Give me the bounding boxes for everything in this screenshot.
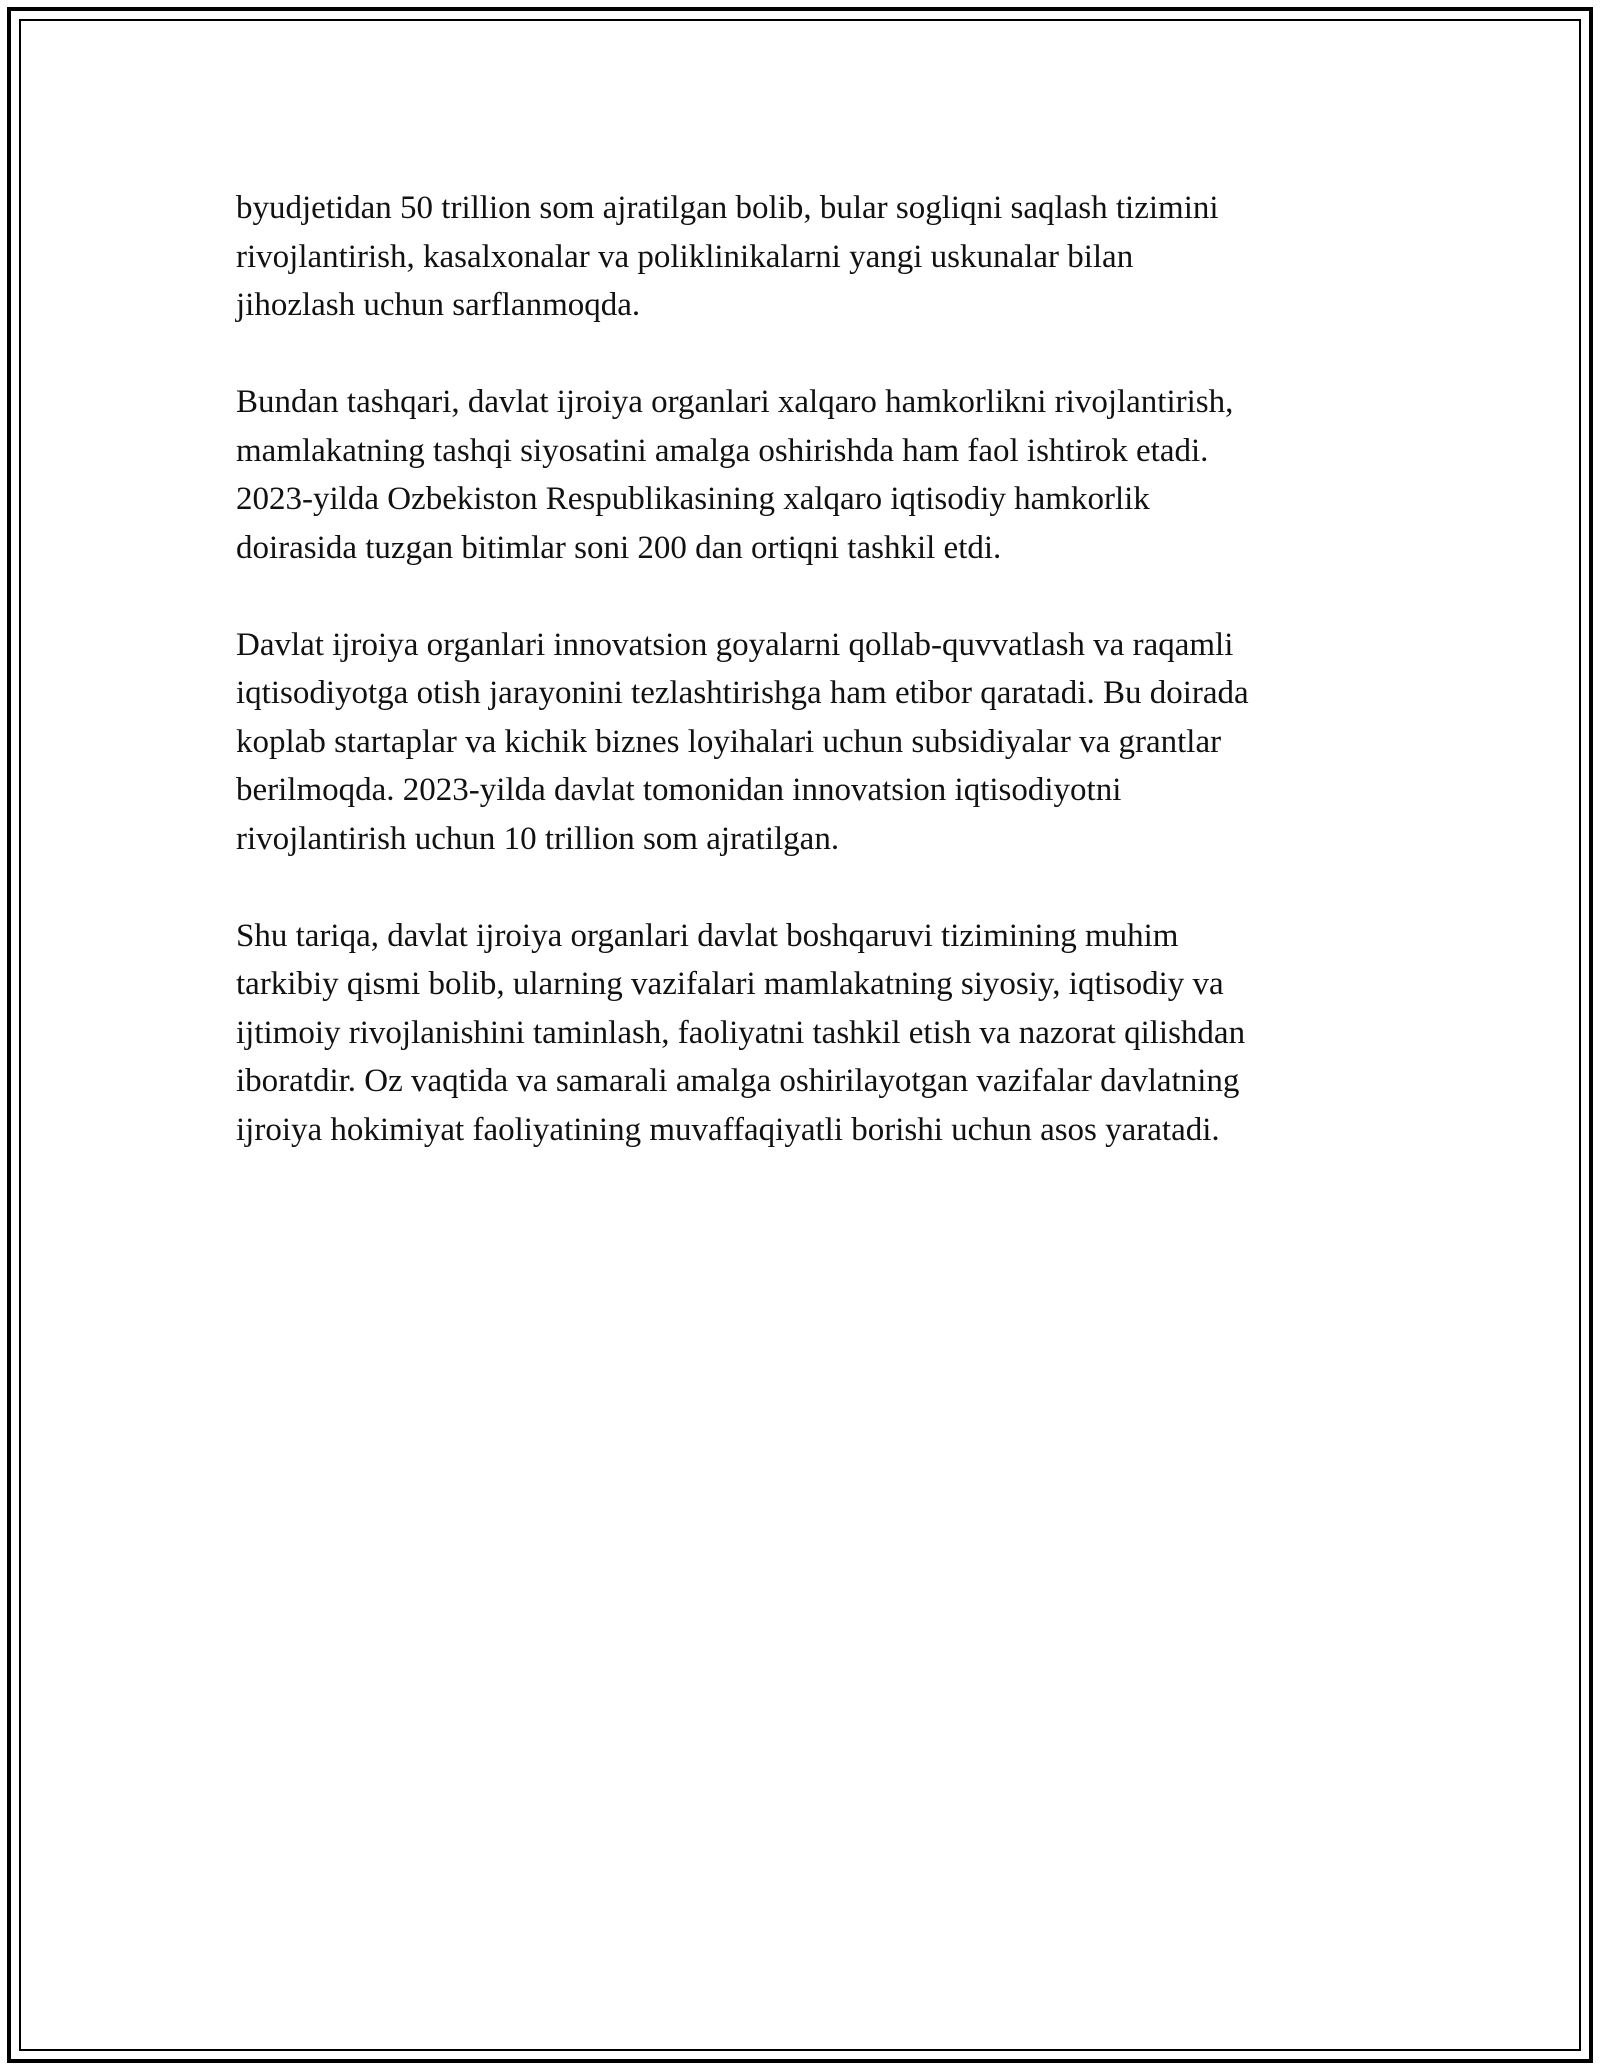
text-line: mamlakatning tashqi siyosatini amalga oshirishda ham faol ishtirok etadi. — [236, 432, 1209, 469]
text-line: doirasida tuzgan bitimlar soni 200 dan ortiqni tashkil etdi. — [236, 529, 1002, 566]
paragraph-2 — [236, 378, 1396, 572]
text-line: rivojlantirish, kasalxonalar va poliklinikalarni yangi uskunalar bilan — [236, 238, 1134, 275]
text-line: jihozlash uchun sarflanmoqda. — [236, 287, 641, 323]
paragraph-1 — [236, 184, 1396, 330]
text-line: Shu tariqa, davlat ijroiya organlari davlat boshqaruvi tizimining muhim — [236, 917, 1179, 954]
text-line: rivojlantirish uchun 10 trillion som ajratilgan. — [236, 820, 840, 857]
text-line: byudjetidan 50 trillion som ajratilgan bolib, bular sogliqni saqlash tizimini — [236, 190, 1219, 226]
text-line: koplab startaplar va kichik biznes loyihalari uchun subsidiyalar va grantlar — [236, 723, 1222, 760]
text-line: ijroiya hokimiyat faoliyatining muvaffaqiyatli borishi uchun asos yaratadi. — [236, 1111, 1220, 1148]
text-line: ijtimoiy rivojlanishini taminlash, faoliyatni tashkil etish va nazorat qilishdan — [236, 1014, 1246, 1051]
text-line: iqtisodiyotga otish jarayonini tezlashtirishga ham etibor qaratadi. Bu doirada — [236, 675, 1249, 711]
text-line: berilmoqda. 2023-yilda davlat tomonidan innovatsion iqtisodiyotni — [236, 772, 1122, 808]
text-line: 2023-yilda Ozbekiston Respublikasining xalqaro iqtisodiy hamkorlik — [236, 481, 1150, 517]
text-line: iboratdir. Oz vaqtida va samarali amalga oshirilayotgan vazifalar davlatning — [236, 1063, 1240, 1099]
text-line: Davlat ijroiya organlari innovatsion goyalarni qollab-quvvatlash va raqamli — [236, 626, 1234, 663]
paragraph-3 — [236, 621, 1396, 864]
document-body — [236, 184, 1396, 1203]
paragraph-4 — [236, 912, 1396, 1155]
text-line: tarkibiy qismi bolib, ularning vazifalari mamlakatning siyosiy, iqtisodiy va — [236, 966, 1224, 1002]
text-line: Bundan tashqari, davlat ijroiya organlari xalqaro hamkorlikni rivojlantirish, — [236, 384, 1234, 420]
